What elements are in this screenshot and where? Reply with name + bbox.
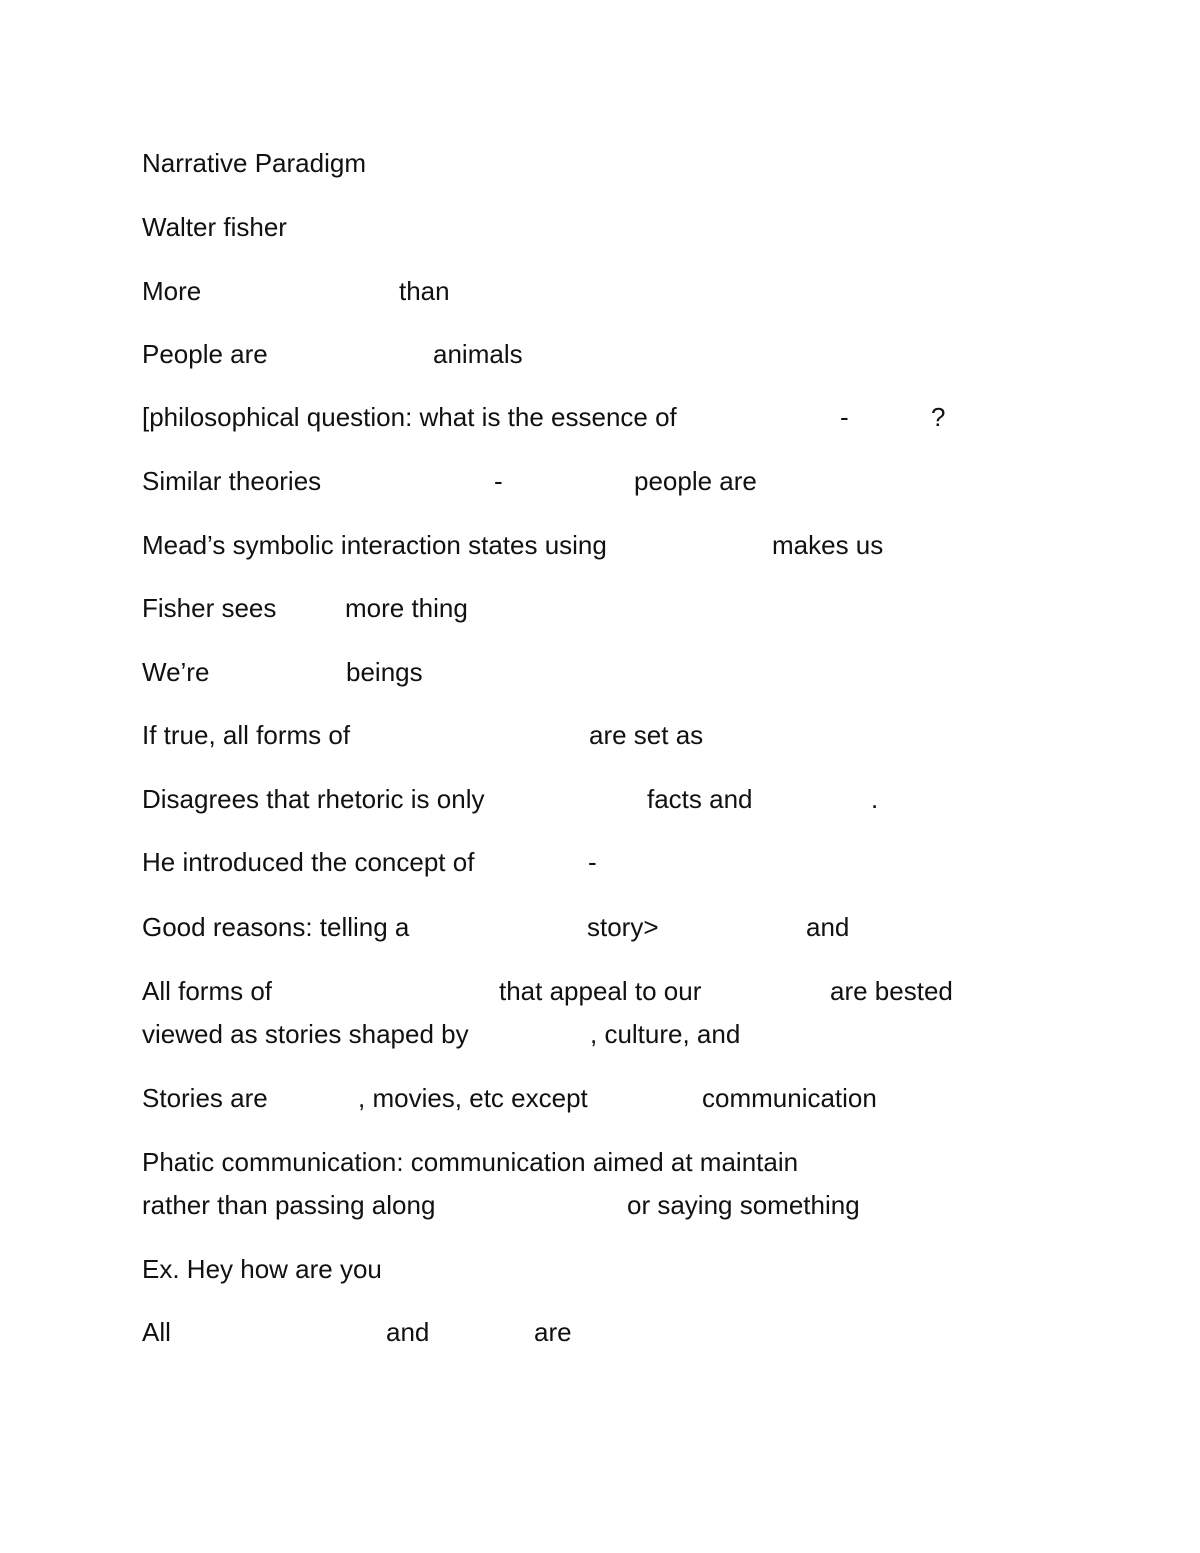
line-text: viewed as stories shaped by xyxy=(142,1019,469,1049)
line-text: or saying something xyxy=(627,1190,860,1220)
line-text: Disagrees that rhetoric is only xyxy=(142,784,485,814)
line-text: Good reasons: telling a xyxy=(142,912,410,942)
line-text: rather than passing along xyxy=(142,1190,436,1220)
line-text: . xyxy=(871,784,879,814)
line-text: Fisher sees xyxy=(142,593,277,623)
line-text: [philosophical question: what is the essence of xyxy=(142,402,677,432)
line-text: people are xyxy=(634,466,757,496)
line-text: communication xyxy=(702,1083,877,1113)
line-text: We’re xyxy=(142,657,210,687)
line-text: ? xyxy=(931,402,946,432)
line-text: facts and xyxy=(647,784,753,814)
line-text: that appeal to our xyxy=(499,976,702,1006)
line-text: He introduced the concept of xyxy=(142,847,475,877)
line-text: - xyxy=(588,847,597,877)
line-text: and xyxy=(806,912,850,942)
line-text: Similar theories xyxy=(142,466,322,496)
line-text: , movies, etc except xyxy=(358,1083,588,1113)
line-text: are bested xyxy=(830,976,953,1006)
line-text: makes us xyxy=(772,530,884,560)
line-text: more thing xyxy=(345,593,468,623)
line-text: Mead’s symbolic interaction states using xyxy=(142,530,607,560)
line-text: are xyxy=(534,1317,572,1347)
line-text: All xyxy=(142,1317,171,1347)
line-text: than xyxy=(399,276,450,306)
line-text: More xyxy=(142,276,202,306)
line-text: animals xyxy=(433,339,523,369)
line-text: beings xyxy=(346,657,423,687)
line-text: - xyxy=(494,466,503,496)
line-text: - xyxy=(840,402,849,432)
line-text: Stories are xyxy=(142,1083,268,1113)
line-text: story> xyxy=(587,912,659,942)
line-text: , culture, and xyxy=(590,1019,741,1049)
doc-author: Walter fisher xyxy=(142,212,287,242)
line-text: and xyxy=(386,1317,430,1347)
line-text: All forms of xyxy=(142,976,273,1006)
line-text: Phatic communication: communication aimed at maintain xyxy=(142,1147,799,1177)
line-text: If true, all forms of xyxy=(142,720,351,750)
line-text: are set as xyxy=(589,720,704,750)
doc-title: Narrative Paradigm xyxy=(142,148,366,178)
line-text: Ex. Hey how are you xyxy=(142,1254,382,1284)
line-text: People are xyxy=(142,339,268,369)
